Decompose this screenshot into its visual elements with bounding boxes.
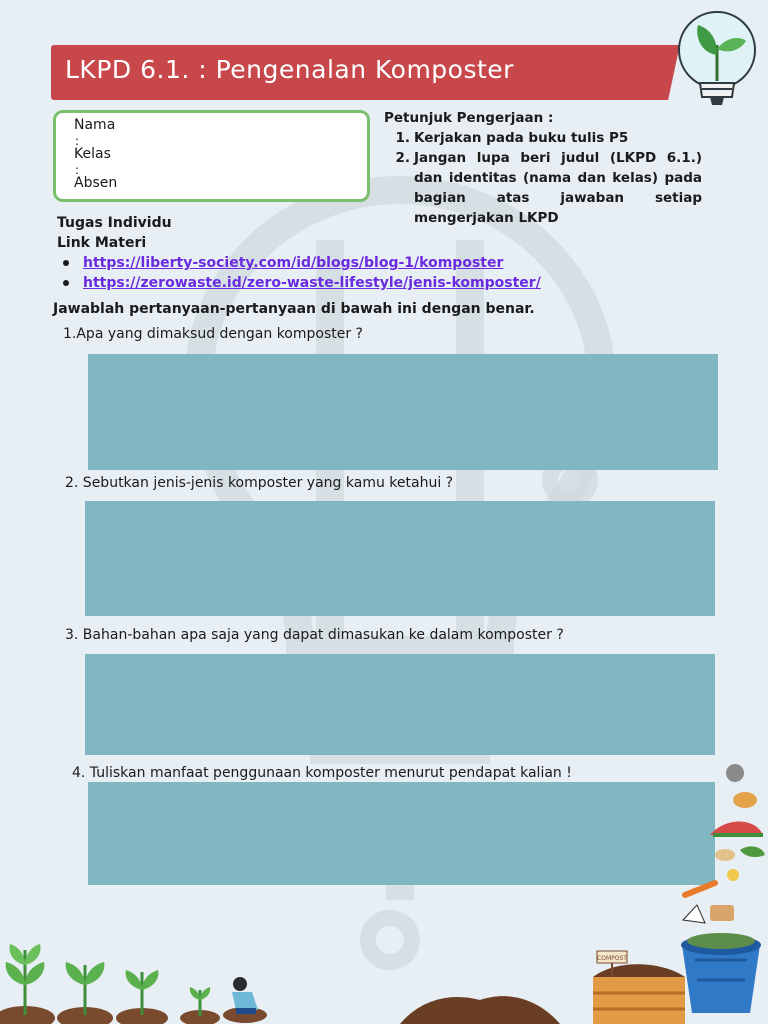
instructions-panel xyxy=(384,110,702,228)
instruction-number: 2. xyxy=(395,150,410,166)
class-label: Kelas xyxy=(74,146,111,162)
answer-box-3[interactable] xyxy=(85,654,715,755)
instructions-title: Petunjuk Pengerjaan : xyxy=(384,110,554,126)
sprout-icon xyxy=(180,987,220,1024)
sprout-icon xyxy=(0,944,55,1024)
instruction-number: 1. xyxy=(395,130,410,146)
lightbulb-plant-icon xyxy=(670,5,765,110)
bullet xyxy=(63,260,69,266)
materials-label: Link Materi xyxy=(57,235,147,251)
name-label: Nama xyxy=(74,117,116,133)
question-1: 1.Apa yang dimaksud dengan komposter ? xyxy=(63,326,363,342)
link-item xyxy=(63,273,541,293)
question-3: 3. Bahan-bahan apa saja yang dapat dimasukan ke dalam komposter ? xyxy=(65,627,564,643)
class-separator: : xyxy=(75,163,80,177)
page-title: LKPD 6.1. : Pengenalan Komposter xyxy=(65,55,514,84)
answer-box-1[interactable] xyxy=(88,354,718,470)
compost-sign-text: COMPOST xyxy=(597,955,627,962)
child-gardening-icon xyxy=(223,977,267,1023)
material-link-zerowaste[interactable]: https://zerowaste.id/zero-waste-lifestyle/jenis-komposter/ xyxy=(83,275,541,291)
food-scraps-icon xyxy=(683,764,765,923)
instruction-item xyxy=(384,128,702,148)
bullet xyxy=(63,280,69,286)
link-item xyxy=(63,253,541,273)
question-4: 4. Tuliskan manfaat penggunaan komposter menurut pendapat kalian ! xyxy=(72,765,572,781)
sprout-icon xyxy=(116,970,168,1024)
soil-mound xyxy=(400,996,560,1024)
sprout-icon xyxy=(57,962,113,1024)
compost-decoration xyxy=(585,755,768,1024)
answer-box-2[interactable] xyxy=(85,501,715,616)
title-banner xyxy=(51,45,665,100)
name-separator: : xyxy=(75,134,80,148)
sprouts-decoration xyxy=(0,930,560,1024)
task-info xyxy=(57,213,172,253)
absen-label: Absen xyxy=(74,175,118,191)
instruction-item xyxy=(384,148,702,228)
questions-intro: Jawablah pertanyaan-pertanyaan di bawah ini dengan benar. xyxy=(53,301,535,317)
task-type: Tugas Individu xyxy=(57,215,172,231)
instruction-text: Jangan lupa beri judul (LKPD 6.1.) dan identitas (nama dan kelas) pada bagian atas jawaban setiap mengerjakan LKPD xyxy=(414,150,702,226)
instruction-text: Kerjakan pada buku tulis P5 xyxy=(414,130,629,146)
question-2: 2. Sebutkan jenis-jenis komposter yang kamu ketahui ? xyxy=(65,475,454,491)
material-links xyxy=(63,253,541,293)
material-link-liberty[interactable]: https://liberty-society.com/id/blogs/blog-1/komposter xyxy=(83,255,504,271)
compost-bin-icon xyxy=(681,933,761,1013)
identity-box[interactable] xyxy=(53,110,370,202)
compost-crate-icon xyxy=(593,951,685,1024)
